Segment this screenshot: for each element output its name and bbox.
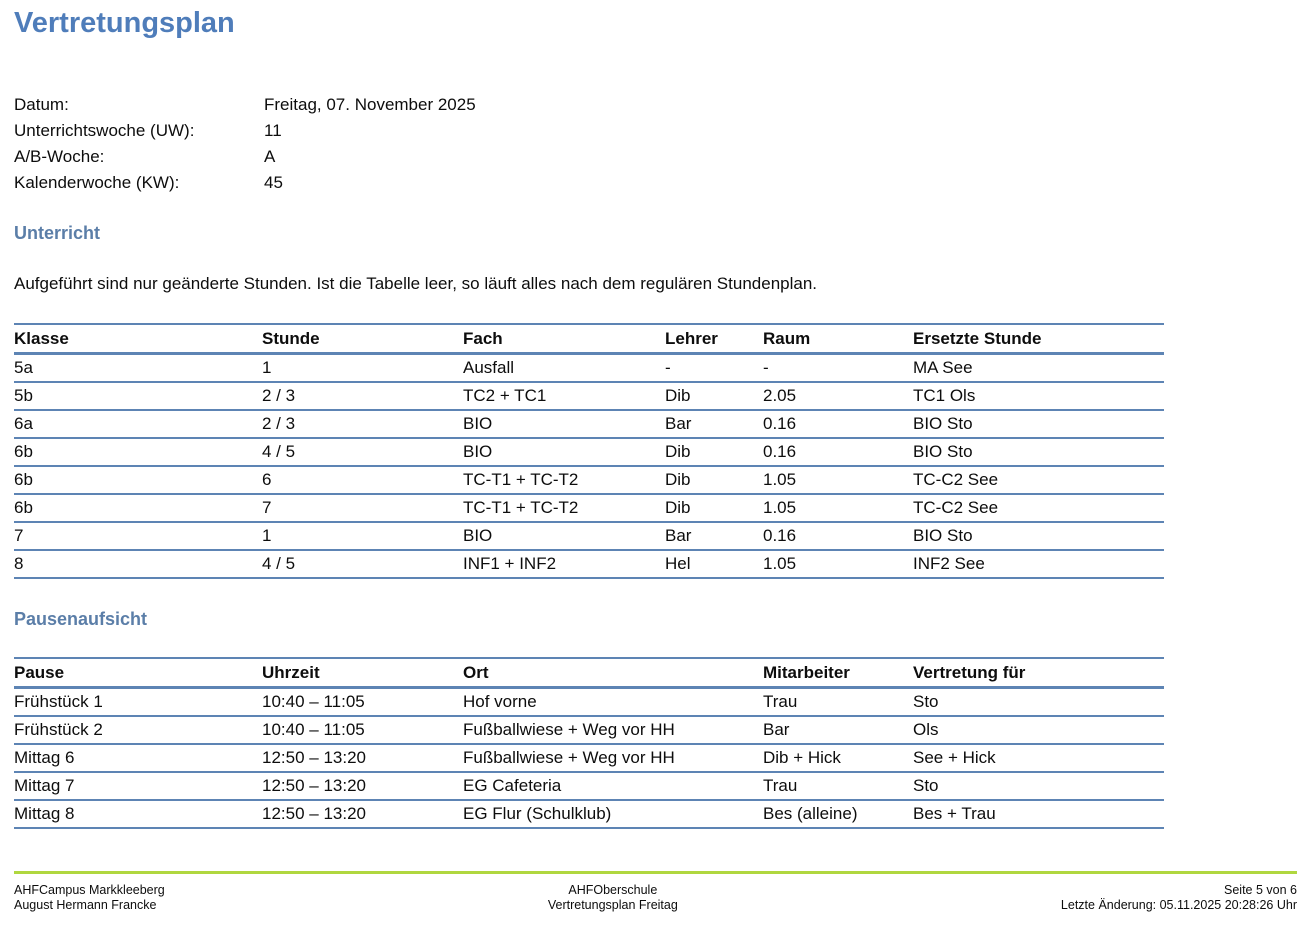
table-row <box>14 716 1164 744</box>
table-cell: Mittag 6 <box>14 744 262 772</box>
metadata-block <box>14 92 1297 196</box>
table-cell: Fußballwiese + Weg vor HH <box>463 716 763 744</box>
table-row <box>14 438 1164 466</box>
table-cell: 12:50 – 13:20 <box>262 800 463 828</box>
table-cell: 6b <box>14 466 262 494</box>
unterricht-table-body <box>14 354 1164 579</box>
column-header: Stunde <box>262 324 463 354</box>
table-cell: 6b <box>14 438 262 466</box>
table-row <box>14 410 1164 438</box>
intro-text: Aufgeführt sind nur geänderte Stunden. Ist die Tabelle leer, so läuft alles nach dem regulären Stundenplan. <box>14 274 818 293</box>
table-cell: 10:40 – 11:05 <box>262 716 463 744</box>
footer-document-name: Vertretungsplan Freitag <box>547 898 678 912</box>
table-cell: Hof vorne <box>463 688 763 717</box>
table-cell: Hel <box>665 550 763 578</box>
table-cell: Bar <box>665 522 763 550</box>
section-heading-unterricht: Unterricht <box>14 223 101 243</box>
meta-label: Kalenderwoche (KW): <box>14 173 180 192</box>
table-cell: Trau <box>763 772 913 800</box>
footer-campus: AHFCampus Markkleeberg <box>14 883 165 897</box>
page-footer <box>14 871 1297 913</box>
table-cell: TC-C2 See <box>913 494 1164 522</box>
pausenaufsicht-table-body <box>14 688 1164 829</box>
meta-label: Datum: <box>14 95 69 114</box>
table-cell: Sto <box>913 688 1164 717</box>
meta-row-datum <box>14 92 1297 118</box>
table-row <box>14 354 1164 383</box>
table-cell: Mittag 8 <box>14 800 262 828</box>
table-cell: Dib + Hick <box>763 744 913 772</box>
meta-row-ab-woche <box>14 144 1297 170</box>
table-row <box>14 382 1164 410</box>
page-title: Vertretungsplan <box>14 7 235 39</box>
table-row <box>14 466 1164 494</box>
table-cell: EG Cafeteria <box>463 772 763 800</box>
table-cell: 0.16 <box>763 522 913 550</box>
table-cell: - <box>665 354 763 383</box>
table-cell: INF2 See <box>913 550 1164 578</box>
table-cell: Bes (alleine) <box>763 800 913 828</box>
table-cell: 0.16 <box>763 410 913 438</box>
table-cell: 2 / 3 <box>262 382 463 410</box>
column-header: Pause <box>14 658 262 688</box>
table-row <box>14 744 1164 772</box>
column-header: Klasse <box>14 324 262 354</box>
table-cell: 0.16 <box>763 438 913 466</box>
table-cell: See + Hick <box>913 744 1164 772</box>
meta-label: A/B-Woche: <box>14 147 105 166</box>
table-cell: 8 <box>14 550 262 578</box>
pausenaufsicht-header-row <box>14 658 1164 688</box>
table-cell: 12:50 – 13:20 <box>262 772 463 800</box>
table-cell: 12:50 – 13:20 <box>262 744 463 772</box>
meta-value: Freitag, 07. November 2025 <box>264 95 476 114</box>
table-cell: EG Flur (Schulklub) <box>463 800 763 828</box>
table-cell: TC-T1 + TC-T2 <box>463 466 665 494</box>
table-cell: BIO Sto <box>913 410 1164 438</box>
column-header: Vertretung für <box>913 658 1164 688</box>
table-cell: Dib <box>665 382 763 410</box>
meta-row-unterrichtswoche <box>14 118 1297 144</box>
table-cell: 1.05 <box>763 494 913 522</box>
table-cell: Trau <box>763 688 913 717</box>
table-cell: 1 <box>262 354 463 383</box>
table-cell: 6a <box>14 410 262 438</box>
table-cell: Fußballwiese + Weg vor HH <box>463 744 763 772</box>
table-cell: BIO <box>463 438 665 466</box>
table-row <box>14 494 1164 522</box>
column-header: Fach <box>463 324 665 354</box>
table-cell: 2.05 <box>763 382 913 410</box>
table-cell: Dib <box>665 438 763 466</box>
table-cell: 4 / 5 <box>262 438 463 466</box>
footer-school-type: AHFOberschule <box>568 883 658 897</box>
section-heading-pausenaufsicht: Pausenaufsicht <box>14 609 148 629</box>
pausenaufsicht-table <box>14 657 1164 829</box>
table-row <box>14 688 1164 717</box>
footer-right <box>1061 883 1297 913</box>
table-row <box>14 772 1164 800</box>
table-cell: BIO <box>463 410 665 438</box>
table-cell: - <box>763 354 913 383</box>
footer-center <box>548 883 678 913</box>
table-cell: 1 <box>262 522 463 550</box>
column-header: Uhrzeit <box>262 658 463 688</box>
table-cell: 4 / 5 <box>262 550 463 578</box>
table-cell: Bar <box>763 716 913 744</box>
table-cell: Frühstück 1 <box>14 688 262 717</box>
meta-value: A <box>264 147 276 166</box>
table-cell: Mittag 7 <box>14 772 262 800</box>
meta-label: Unterrichtswoche (UW): <box>14 121 195 140</box>
table-cell: TC1 Ols <box>913 382 1164 410</box>
table-cell: Bar <box>665 410 763 438</box>
table-cell: 1.05 <box>763 550 913 578</box>
table-cell: 6 <box>262 466 463 494</box>
column-header: Raum <box>763 324 913 354</box>
footer-left <box>14 883 165 913</box>
table-cell: TC-T1 + TC-T2 <box>463 494 665 522</box>
column-header: Ort <box>463 658 763 688</box>
table-cell: 2 / 3 <box>262 410 463 438</box>
table-cell: 5a <box>14 354 262 383</box>
table-cell: TC-C2 See <box>913 466 1164 494</box>
footer-school-name: August Hermann Francke <box>14 898 157 912</box>
table-cell: BIO Sto <box>913 522 1164 550</box>
table-row <box>14 550 1164 578</box>
unterricht-table <box>14 323 1164 579</box>
table-cell: 7 <box>14 522 262 550</box>
table-cell: 6b <box>14 494 262 522</box>
meta-value: 11 <box>264 121 282 140</box>
table-cell: BIO <box>463 522 665 550</box>
table-cell: INF1 + INF2 <box>463 550 665 578</box>
table-cell: 10:40 – 11:05 <box>262 688 463 717</box>
table-cell: Dib <box>665 494 763 522</box>
table-row <box>14 800 1164 828</box>
table-cell: Ausfall <box>463 354 665 383</box>
table-cell: MA See <box>913 354 1164 383</box>
table-cell: Sto <box>913 772 1164 800</box>
table-cell: Frühstück 2 <box>14 716 262 744</box>
table-row <box>14 522 1164 550</box>
meta-row-kalenderwoche <box>14 170 1297 196</box>
column-header: Mitarbeiter <box>763 658 913 688</box>
unterricht-header-row <box>14 324 1164 354</box>
meta-value: 45 <box>264 173 283 192</box>
table-cell: 7 <box>262 494 463 522</box>
table-cell: BIO Sto <box>913 438 1164 466</box>
footer-last-modified: Letzte Änderung: 05.11.2025 20:28:26 Uhr <box>1060 898 1297 912</box>
table-cell: Bes + Trau <box>913 800 1164 828</box>
table-cell: Ols <box>913 716 1164 744</box>
table-cell: 5b <box>14 382 262 410</box>
footer-page-number: Seite 5 von 6 <box>1224 883 1297 897</box>
table-cell: Dib <box>665 466 763 494</box>
column-header: Lehrer <box>665 324 763 354</box>
table-cell: TC2 + TC1 <box>463 382 665 410</box>
table-cell: 1.05 <box>763 466 913 494</box>
column-header: Ersetzte Stunde <box>913 324 1164 354</box>
